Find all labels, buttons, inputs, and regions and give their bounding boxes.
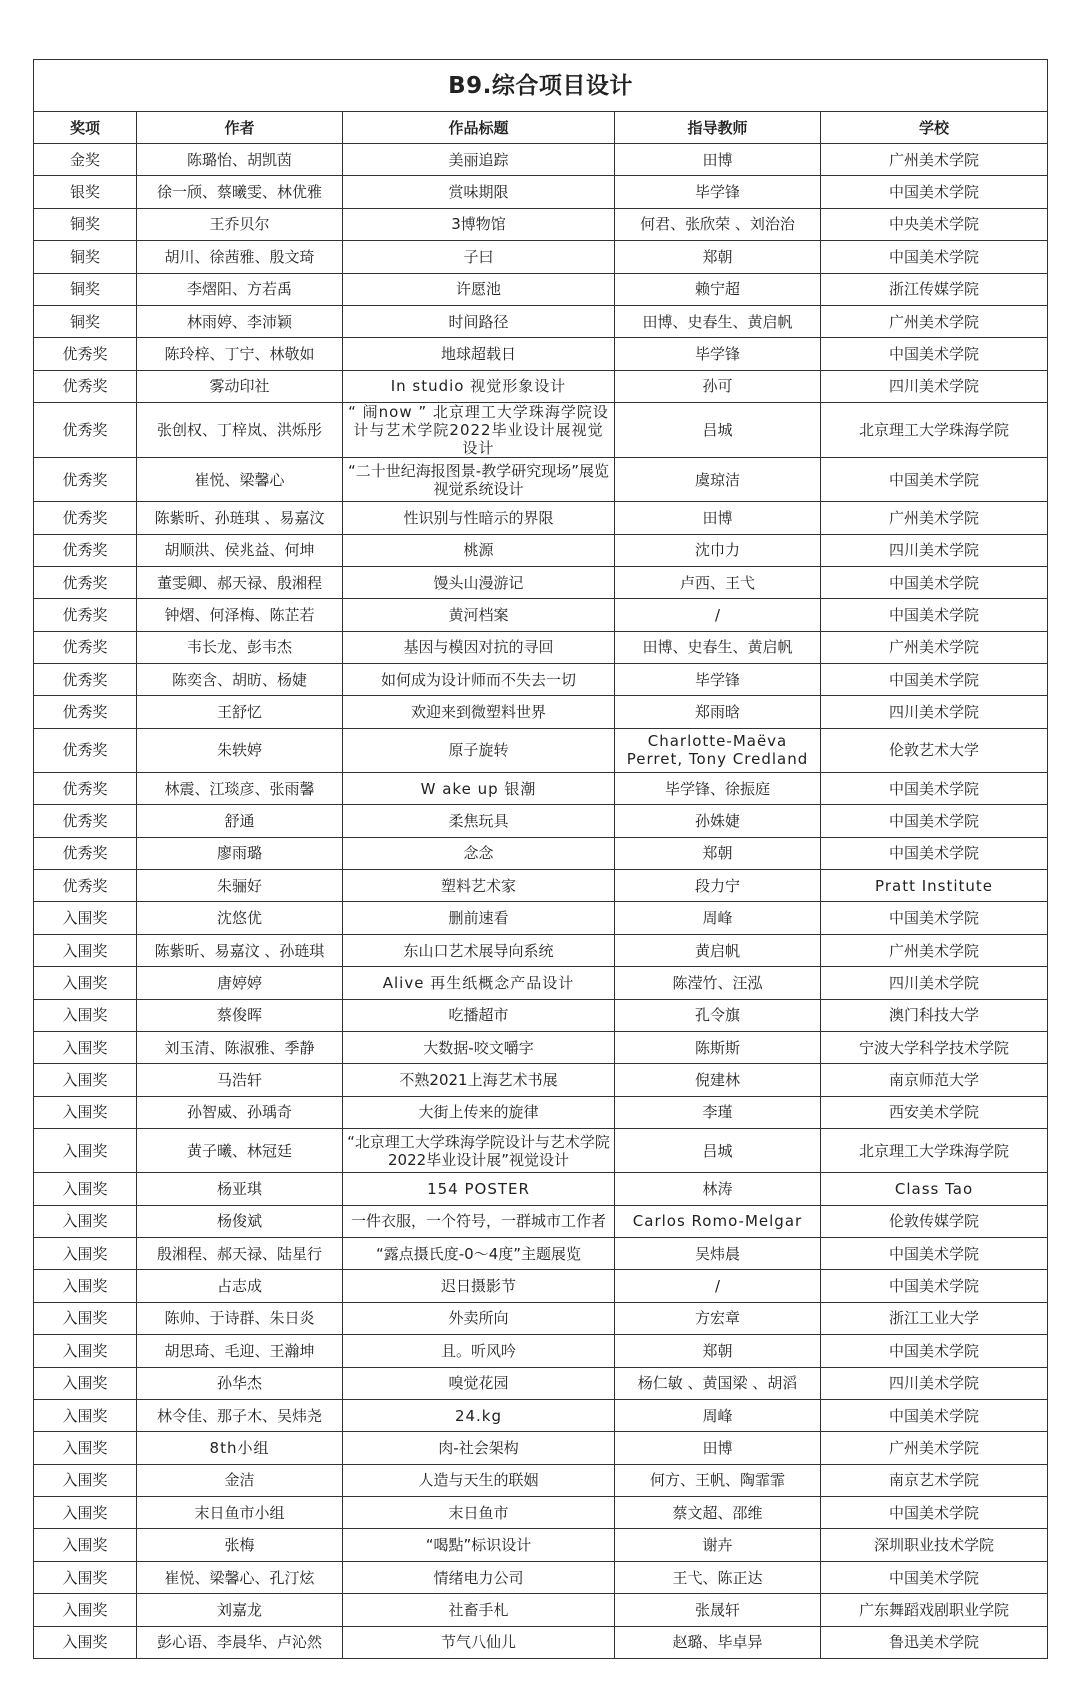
school-cell: 中国美术学院 — [821, 1497, 1048, 1529]
table-row — [34, 1399, 1048, 1431]
school-cell: 中国美术学院 — [821, 176, 1048, 208]
award-cell: 入围奖 — [34, 999, 137, 1031]
header-author: 作者 — [137, 112, 343, 144]
school-cell: 广东舞蹈戏剧职业学院 — [821, 1594, 1048, 1626]
award-cell: 入围奖 — [34, 1205, 137, 1237]
table-row — [34, 1237, 1048, 1269]
author-cell: 唐婷婷 — [137, 967, 343, 999]
teacher-cell: 孙姝婕 — [615, 805, 821, 837]
table-title: B9.综合项目设计 — [34, 60, 1048, 112]
teacher-cell: / — [615, 599, 821, 631]
table-row — [34, 870, 1048, 902]
work-title-cell: 3博物馆 — [343, 208, 615, 240]
author-cell: 陈紫昕、易嘉汶 、孙琏琪 — [137, 934, 343, 966]
table-row — [34, 837, 1048, 869]
award-cell: 优秀奖 — [34, 728, 137, 772]
table-row — [34, 1270, 1048, 1302]
table-row — [34, 1529, 1048, 1561]
award-cell: 银奖 — [34, 176, 137, 208]
work-title-cell: 吃播超市 — [343, 999, 615, 1031]
header-work-title: 作品标题 — [343, 112, 615, 144]
teacher-cell: 田博、史春生、黄启帆 — [615, 305, 821, 337]
teacher-cell: 蔡文超、邵维 — [615, 1497, 821, 1529]
teacher-cell: 段力宁 — [615, 870, 821, 902]
award-cell: 入围奖 — [34, 1096, 137, 1128]
school-cell: 中国美术学院 — [821, 1561, 1048, 1593]
author-cell: 崔悦、梁馨心、孔汀炫 — [137, 1561, 343, 1593]
award-cell: 入围奖 — [34, 1237, 137, 1269]
school-cell: 四川美术学院 — [821, 370, 1048, 402]
school-cell: 深圳职业技术学院 — [821, 1529, 1048, 1561]
award-cell: 入围奖 — [34, 1399, 137, 1431]
award-cell: 优秀奖 — [34, 664, 137, 696]
school-cell: 中国美术学院 — [821, 1399, 1048, 1431]
work-title-cell: 且。听风吟 — [343, 1335, 615, 1367]
work-title-cell: 原子旋转 — [343, 728, 615, 772]
work-title-cell: 桃源 — [343, 534, 615, 566]
work-title-cell: 人造与天生的联姻 — [343, 1464, 615, 1496]
award-sheet — [33, 59, 1047, 1659]
author-cell: 刘嘉龙 — [137, 1594, 343, 1626]
author-cell: 刘玉清、陈淑雅、季静 — [137, 1031, 343, 1063]
table-row — [34, 1173, 1048, 1205]
teacher-cell: 吕城 — [615, 403, 821, 458]
table-row — [34, 273, 1048, 305]
teacher-cell: 倪建林 — [615, 1064, 821, 1096]
work-title-cell: 欢迎来到微塑料世界 — [343, 696, 615, 728]
work-title-cell: 大数据-咬文嚼字 — [343, 1031, 615, 1063]
teacher-cell: 田博 — [615, 144, 821, 176]
work-title-cell: 24.kg — [343, 1399, 615, 1431]
award-cell: 优秀奖 — [34, 696, 137, 728]
teacher-cell: 赖宁超 — [615, 273, 821, 305]
award-cell: 入围奖 — [34, 1432, 137, 1464]
table-row — [34, 1432, 1048, 1464]
author-cell: 孙华杰 — [137, 1367, 343, 1399]
table-row — [34, 1497, 1048, 1529]
author-cell: 林雨婷、李沛颖 — [137, 305, 343, 337]
author-cell: 王乔贝尔 — [137, 208, 343, 240]
author-cell: 林震、江琰彦、张雨馨 — [137, 772, 343, 804]
teacher-cell: 吴炜晨 — [615, 1237, 821, 1269]
teacher-cell: 卢西、王弋 — [615, 566, 821, 598]
work-title-cell: “ 闹now ” 北京理工大学珠海学院设计与艺术学院2022毕业设计展视觉设计 — [343, 403, 615, 458]
teacher-cell: 何君、张欣荣 、刘治治 — [615, 208, 821, 240]
school-cell: 广州美术学院 — [821, 1432, 1048, 1464]
teacher-cell: 赵璐、毕卓异 — [615, 1626, 821, 1658]
award-cell: 入围奖 — [34, 1031, 137, 1063]
author-cell: 陈紫昕、孙琏琪 、易嘉汶 — [137, 502, 343, 534]
work-title-cell: 赏味期限 — [343, 176, 615, 208]
author-cell: 胡川、徐茜雅、殷文琦 — [137, 241, 343, 273]
award-cell: 入围奖 — [34, 1129, 137, 1173]
award-cell: 优秀奖 — [34, 534, 137, 566]
author-cell: 陈帅、于诗群、朱日炎 — [137, 1302, 343, 1334]
work-title-cell: 许愿池 — [343, 273, 615, 305]
work-title-cell: 外卖所向 — [343, 1302, 615, 1334]
work-title-cell: 节气八仙儿 — [343, 1626, 615, 1658]
school-cell: 中国美术学院 — [821, 1270, 1048, 1302]
author-cell: 沈悠优 — [137, 902, 343, 934]
author-cell: 舒通 — [137, 805, 343, 837]
author-cell: 雾动印社 — [137, 370, 343, 402]
school-cell: 北京理工大学珠海学院 — [821, 1129, 1048, 1173]
work-title-cell: 念念 — [343, 837, 615, 869]
table-row — [34, 1031, 1048, 1063]
work-title-cell: 性识别与性暗示的界限 — [343, 502, 615, 534]
work-title-cell: 社畜手札 — [343, 1594, 615, 1626]
author-cell: 朱轶婷 — [137, 728, 343, 772]
award-cell: 优秀奖 — [34, 502, 137, 534]
award-cell: 优秀奖 — [34, 599, 137, 631]
teacher-cell: 郑朝 — [615, 241, 821, 273]
author-cell: 钟熠、何泽梅、陈芷若 — [137, 599, 343, 631]
work-title-cell: 柔焦玩具 — [343, 805, 615, 837]
table-row — [34, 1367, 1048, 1399]
table-row — [34, 1302, 1048, 1334]
author-cell: 胡顺洪、侯兆益、何坤 — [137, 534, 343, 566]
teacher-cell: 林涛 — [615, 1173, 821, 1205]
award-cell: 入围奖 — [34, 967, 137, 999]
school-cell: 中国美术学院 — [821, 241, 1048, 273]
work-title-cell: 大街上传来的旋律 — [343, 1096, 615, 1128]
table-row — [34, 1064, 1048, 1096]
school-cell: 宁波大学科学技术学院 — [821, 1031, 1048, 1063]
table-row — [34, 1335, 1048, 1367]
author-cell: 张创权、丁梓岚、洪烁彤 — [137, 403, 343, 458]
teacher-cell: / — [615, 1270, 821, 1302]
award-cell: 入围奖 — [34, 1270, 137, 1302]
author-cell: 李熠阳、方若禹 — [137, 273, 343, 305]
award-cell: 铜奖 — [34, 273, 137, 305]
work-title-cell: 黄河档案 — [343, 599, 615, 631]
work-title-cell: 情绪电力公司 — [343, 1561, 615, 1593]
table-row — [34, 1561, 1048, 1593]
award-cell: 优秀奖 — [34, 370, 137, 402]
school-cell: 广州美术学院 — [821, 305, 1048, 337]
school-cell: 广州美术学院 — [821, 144, 1048, 176]
table-row — [34, 1626, 1048, 1658]
school-cell: 鲁迅美术学院 — [821, 1626, 1048, 1658]
work-title-cell: Alive 再生纸概念产品设计 — [343, 967, 615, 999]
school-cell: 中国美术学院 — [821, 1237, 1048, 1269]
award-cell: 优秀奖 — [34, 837, 137, 869]
school-cell: 伦敦艺术大学 — [821, 728, 1048, 772]
table-row — [34, 599, 1048, 631]
author-cell: 金洁 — [137, 1464, 343, 1496]
table-row — [34, 1205, 1048, 1237]
award-cell: 入围奖 — [34, 1497, 137, 1529]
teacher-cell: 虞琼洁 — [615, 458, 821, 502]
author-cell: 董雯卿、郝天禄、殷湘程 — [137, 566, 343, 598]
teacher-cell: 周峰 — [615, 902, 821, 934]
author-cell: 陈璐怡、胡凯茵 — [137, 144, 343, 176]
author-cell: 王舒忆 — [137, 696, 343, 728]
school-cell: 四川美术学院 — [821, 534, 1048, 566]
table-row — [34, 566, 1048, 598]
award-table — [33, 59, 1048, 1659]
award-cell: 入围奖 — [34, 1529, 137, 1561]
author-cell: 张梅 — [137, 1529, 343, 1561]
school-cell: 中国美术学院 — [821, 458, 1048, 502]
table-row — [34, 534, 1048, 566]
table-row — [34, 772, 1048, 804]
table-row — [34, 241, 1048, 273]
teacher-cell: 谢卉 — [615, 1529, 821, 1561]
table-row — [34, 631, 1048, 663]
award-cell: 入围奖 — [34, 1464, 137, 1496]
school-cell: 广州美术学院 — [821, 502, 1048, 534]
author-cell: 占志成 — [137, 1270, 343, 1302]
table-row — [34, 458, 1048, 502]
teacher-cell: 黄启帆 — [615, 934, 821, 966]
table-body — [34, 144, 1048, 1659]
award-cell: 入围奖 — [34, 902, 137, 934]
work-title-cell: 塑料艺术家 — [343, 870, 615, 902]
school-cell: 中国美术学院 — [821, 338, 1048, 370]
table-row — [34, 1129, 1048, 1173]
header-award: 奖项 — [34, 112, 137, 144]
work-title-cell: 肉-社会架构 — [343, 1432, 615, 1464]
author-cell: 黄子曦、林冠廷 — [137, 1129, 343, 1173]
award-cell: 入围奖 — [34, 1335, 137, 1367]
teacher-cell: 陈滢竹、汪泓 — [615, 967, 821, 999]
school-cell: 浙江工业大学 — [821, 1302, 1048, 1334]
teacher-cell: 吕城 — [615, 1129, 821, 1173]
award-cell: 铜奖 — [34, 208, 137, 240]
teacher-cell: 毕学锋 — [615, 176, 821, 208]
table-row — [34, 1096, 1048, 1128]
author-cell: 马浩轩 — [137, 1064, 343, 1096]
award-cell: 铜奖 — [34, 241, 137, 273]
work-title-cell: In studio 视觉形象设计 — [343, 370, 615, 402]
work-title-cell: W ake up 银潮 — [343, 772, 615, 804]
teacher-cell: 陈斯斯 — [615, 1031, 821, 1063]
award-cell: 优秀奖 — [34, 631, 137, 663]
teacher-cell: 孔令旗 — [615, 999, 821, 1031]
school-cell: 西安美术学院 — [821, 1096, 1048, 1128]
table-row — [34, 967, 1048, 999]
work-title-cell: 基因与模因对抗的寻回 — [343, 631, 615, 663]
teacher-cell: 沈巾力 — [615, 534, 821, 566]
award-cell: 入围奖 — [34, 1594, 137, 1626]
teacher-cell: 田博 — [615, 1432, 821, 1464]
author-cell: 彭心语、李晨华、卢沁然 — [137, 1626, 343, 1658]
school-cell: 中国美术学院 — [821, 664, 1048, 696]
award-cell: 入围奖 — [34, 1302, 137, 1334]
school-cell: 中国美术学院 — [821, 772, 1048, 804]
award-cell: 优秀奖 — [34, 458, 137, 502]
work-title-cell: 删前速看 — [343, 902, 615, 934]
teacher-cell: 张晟轩 — [615, 1594, 821, 1626]
teacher-cell: 孙可 — [615, 370, 821, 402]
work-title-cell: “二十世纪海报图景-教学研究现场”展览视觉系统设计 — [343, 458, 615, 502]
school-cell: 澳门科技大学 — [821, 999, 1048, 1031]
teacher-cell: 方宏章 — [615, 1302, 821, 1334]
award-cell: 优秀奖 — [34, 805, 137, 837]
award-cell: 优秀奖 — [34, 870, 137, 902]
work-title-cell: 馒头山漫游记 — [343, 566, 615, 598]
author-cell: 徐一颀、蔡曦雯、林优雅 — [137, 176, 343, 208]
table-row — [34, 1464, 1048, 1496]
teacher-cell: 何方、王帆、陶霏霏 — [615, 1464, 821, 1496]
school-cell: 中国美术学院 — [821, 837, 1048, 869]
table-row — [34, 305, 1048, 337]
teacher-cell: 杨仁敏 、黄国梁 、胡滔 — [615, 1367, 821, 1399]
award-cell: 入围奖 — [34, 1626, 137, 1658]
teacher-cell: 王弋、陈正达 — [615, 1561, 821, 1593]
teacher-cell: 郑朝 — [615, 1335, 821, 1367]
author-cell: 陈玲梓、丁宁、林敬如 — [137, 338, 343, 370]
award-cell: 入围奖 — [34, 1367, 137, 1399]
work-title-cell: 地球超载日 — [343, 338, 615, 370]
school-cell: 浙江传媒学院 — [821, 273, 1048, 305]
teacher-cell: 毕学锋、徐振庭 — [615, 772, 821, 804]
school-cell: 中国美术学院 — [821, 1335, 1048, 1367]
school-cell: 四川美术学院 — [821, 967, 1048, 999]
table-row — [34, 176, 1048, 208]
work-title-cell: 子曰 — [343, 241, 615, 273]
school-cell: 广州美术学院 — [821, 631, 1048, 663]
work-title-cell: 如何成为设计师而不失去一切 — [343, 664, 615, 696]
author-cell: 末日鱼市小组 — [137, 1497, 343, 1529]
work-title-cell: 美丽追踪 — [343, 144, 615, 176]
award-cell: 优秀奖 — [34, 772, 137, 804]
award-cell: 入围奖 — [34, 934, 137, 966]
author-cell: 殷湘程、郝天禄、陆星行 — [137, 1237, 343, 1269]
school-cell: 中国美术学院 — [821, 902, 1048, 934]
teacher-cell: 郑雨晗 — [615, 696, 821, 728]
school-cell: Pratt Institute — [821, 870, 1048, 902]
work-title-cell: 东山口艺术展导向系统 — [343, 934, 615, 966]
table-row — [34, 338, 1048, 370]
author-cell: 孙智威、孙瑀奇 — [137, 1096, 343, 1128]
table-row — [34, 805, 1048, 837]
table-row — [34, 502, 1048, 534]
teacher-cell: 毕学锋 — [615, 664, 821, 696]
school-cell: 中国美术学院 — [821, 599, 1048, 631]
work-title-cell: 迟日摄影节 — [343, 1270, 615, 1302]
school-cell: 伦敦传媒学院 — [821, 1205, 1048, 1237]
table-row — [34, 934, 1048, 966]
work-title-cell: “喝點”标识设计 — [343, 1529, 615, 1561]
table-row — [34, 208, 1048, 240]
table-row — [34, 144, 1048, 176]
school-cell: 南京艺术学院 — [821, 1464, 1048, 1496]
teacher-cell: 郑朝 — [615, 837, 821, 869]
school-cell: 北京理工大学珠海学院 — [821, 403, 1048, 458]
work-title-cell: 不熟2021上海艺术书展 — [343, 1064, 615, 1096]
award-cell: 金奖 — [34, 144, 137, 176]
header-teacher: 指导教师 — [615, 112, 821, 144]
award-cell: 优秀奖 — [34, 403, 137, 458]
work-title-cell: 末日鱼市 — [343, 1497, 615, 1529]
author-cell: 廖雨璐 — [137, 837, 343, 869]
table-row — [34, 1594, 1048, 1626]
table-row — [34, 728, 1048, 772]
school-cell: 中央美术学院 — [821, 208, 1048, 240]
header-school: 学校 — [821, 112, 1048, 144]
author-cell: 杨亚琪 — [137, 1173, 343, 1205]
award-cell: 优秀奖 — [34, 566, 137, 598]
author-cell: 林令佳、那子木、吴炜尧 — [137, 1399, 343, 1431]
author-cell: 蔡俊晖 — [137, 999, 343, 1031]
header-row — [34, 112, 1048, 144]
work-title-cell: “露点摄氏度-0～4度”主题展览 — [343, 1237, 615, 1269]
teacher-cell: 毕学锋 — [615, 338, 821, 370]
teacher-cell: Charlotte-Maëva Perret, Tony Credland — [615, 728, 821, 772]
teacher-cell: Carlos Romo-Melgar — [615, 1205, 821, 1237]
school-cell: 中国美术学院 — [821, 805, 1048, 837]
author-cell: 朱骊好 — [137, 870, 343, 902]
work-title-cell: 154 POSTER — [343, 1173, 615, 1205]
work-title-cell: 一件衣服，一个符号，一群城市工作者 — [343, 1205, 615, 1237]
award-cell: 铜奖 — [34, 305, 137, 337]
author-cell: 胡思琦、毛迎、王瀚坤 — [137, 1335, 343, 1367]
school-cell: 广州美术学院 — [821, 934, 1048, 966]
school-cell: 中国美术学院 — [821, 566, 1048, 598]
author-cell: 崔悦、梁馨心 — [137, 458, 343, 502]
school-cell: 四川美术学院 — [821, 1367, 1048, 1399]
award-cell: 优秀奖 — [34, 338, 137, 370]
teacher-cell: 田博、史春生、黄启帆 — [615, 631, 821, 663]
table-row — [34, 403, 1048, 458]
author-cell: 8th小组 — [137, 1432, 343, 1464]
author-cell: 陈奕含、胡昉、杨婕 — [137, 664, 343, 696]
teacher-cell: 李瑾 — [615, 1096, 821, 1128]
table-row — [34, 370, 1048, 402]
award-cell: 入围奖 — [34, 1064, 137, 1096]
author-cell: 杨俊斌 — [137, 1205, 343, 1237]
work-title-cell: 时间路径 — [343, 305, 615, 337]
award-cell: 入围奖 — [34, 1561, 137, 1593]
award-cell: 入围奖 — [34, 1173, 137, 1205]
school-cell: 四川美术学院 — [821, 696, 1048, 728]
school-cell: 南京师范大学 — [821, 1064, 1048, 1096]
teacher-cell: 周峰 — [615, 1399, 821, 1431]
table-row — [34, 696, 1048, 728]
table-row — [34, 664, 1048, 696]
table-row — [34, 902, 1048, 934]
school-cell: Class Tao — [821, 1173, 1048, 1205]
work-title-cell: 嗅觉花园 — [343, 1367, 615, 1399]
table-row — [34, 999, 1048, 1031]
teacher-cell: 田博 — [615, 502, 821, 534]
author-cell: 韦长龙、彭韦杰 — [137, 631, 343, 663]
work-title-cell: “北京理工大学珠海学院设计与艺术学院2022毕业设计展”视觉设计 — [343, 1129, 615, 1173]
